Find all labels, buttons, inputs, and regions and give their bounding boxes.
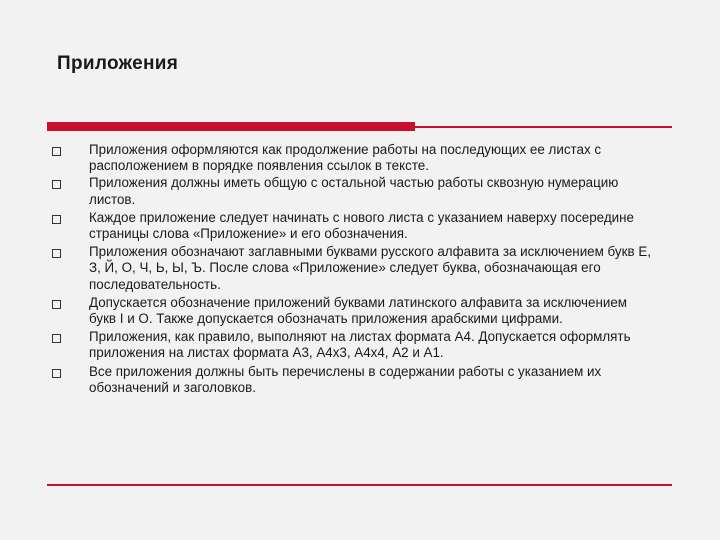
title-divider-accent-bar [47,122,415,131]
list-item-text: Допускается обозначение приложений буквами латинского алфавита за исключением букв I и О. Также допускается обозначать приложения арабскими цифрами. [89,294,627,327]
list-item [52,364,652,396]
list-item [52,210,652,242]
hollow-square-icon [52,334,61,343]
hollow-square-icon [52,180,61,189]
hollow-square-icon [52,147,61,156]
list-item-text: Приложения оформляются как продолжение работы на последующих ее листах с расположением в порядке появления ссылок в тексте. [89,142,602,174]
footer-divider-line [47,484,672,486]
list-item-text: Приложения обозначают заглавными буквами русского алфавита за исключением букв Е, З, Й, О, Ч, Ь, Ы, Ъ. После слова «Приложение» следует буква, обозначающая его последовательность. [89,244,651,292]
bullet-list [52,142,652,398]
slide-title: Приложения [57,53,179,74]
list-item-text: Приложения должны иметь общую с остальной частью работы сквозную нумерацию листов. [89,175,619,207]
list-item [52,329,652,361]
list-item [52,142,652,174]
hollow-square-icon [52,369,61,378]
list-item [52,295,652,327]
list-item [52,244,652,293]
hollow-square-icon [52,300,61,309]
list-item-text: Все приложения должны быть перечислены в содержании работы с указанием их обозначений и заголовков. [89,363,602,395]
list-item [52,175,652,207]
list-item-text: Каждое приложение следует начинать с нового листа с указанием наверху посередине страницы слова «Приложение» и его обозначения. [89,209,634,242]
hollow-square-icon [52,215,61,224]
title-divider [47,122,672,132]
list-item-text: Приложения, как правило, выполняют на листах формата А4. Допускается оформлять приложения на листах формата А3, А4х3, А4х4, А2 и А1. [89,329,631,361]
hollow-square-icon [52,249,61,258]
